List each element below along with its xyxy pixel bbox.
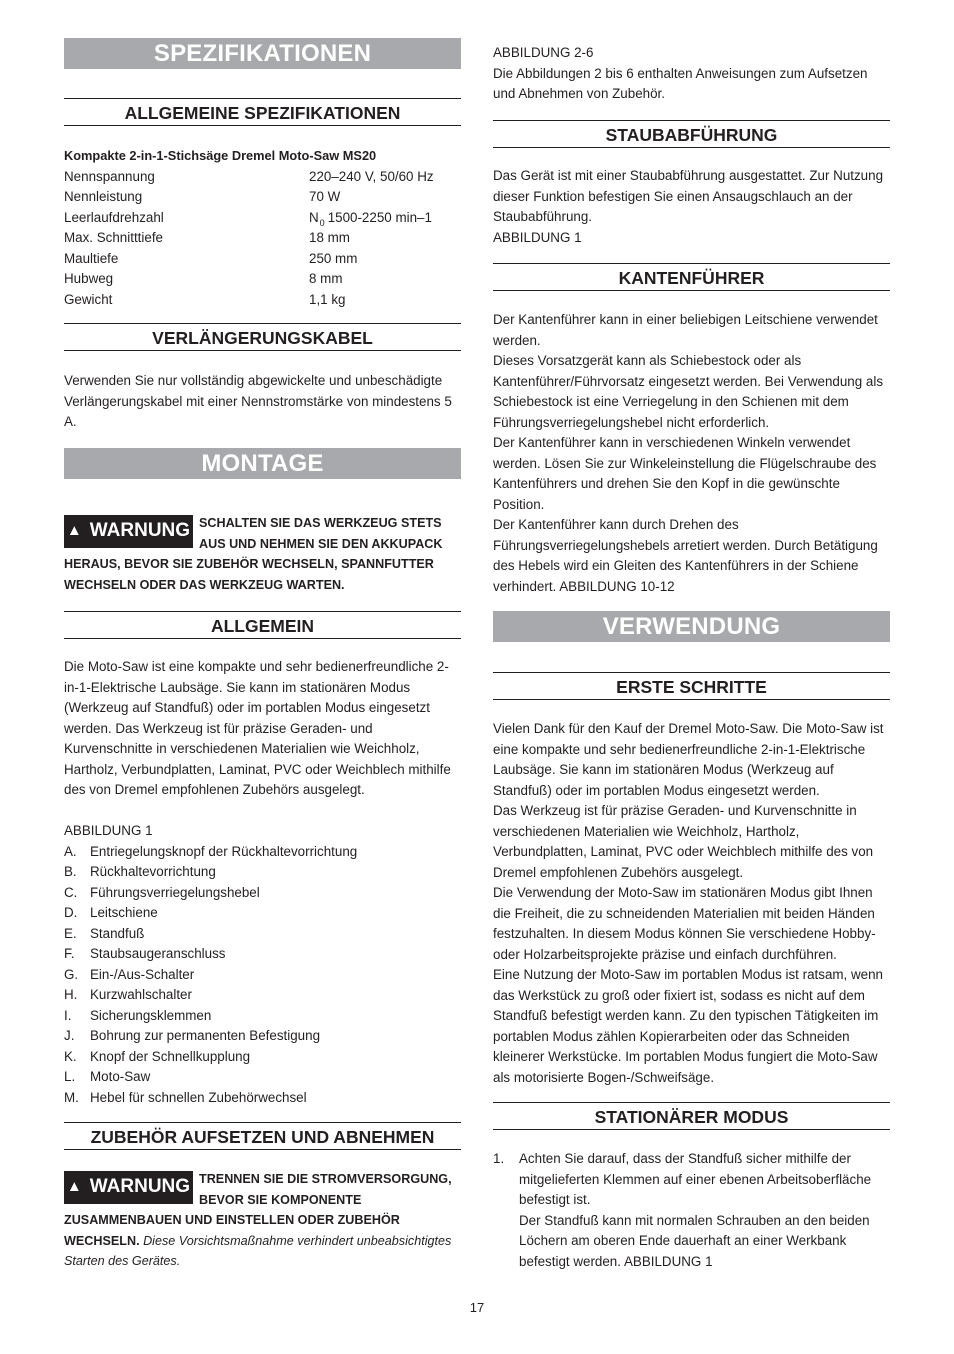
list-text: Standfuß bbox=[90, 925, 145, 941]
list-text: Knopf der Schnellkupplung bbox=[90, 1048, 251, 1064]
list-item bbox=[64, 883, 461, 904]
subheading-verlaengerungskabel: VERLÄNGERUNGSKABEL bbox=[64, 323, 461, 351]
subheading-kantenfuehrer: KANTENFÜHRER bbox=[493, 263, 890, 291]
list-text: Hebel für schnellen Zubehörwechsel bbox=[90, 1089, 307, 1105]
warning-line: SCHALTEN SIE DAS WERKZEUG STETS bbox=[199, 516, 442, 530]
list-text: Staubsaugeranschluss bbox=[90, 946, 226, 961]
list-text: Sicherungsklemmen bbox=[90, 1007, 212, 1023]
warning-block-1 bbox=[64, 513, 461, 595]
warning-line: WECHSELN. bbox=[64, 1233, 140, 1248]
list-letter: B. bbox=[64, 864, 77, 879]
spec-value: 1500-2250 min–1 bbox=[327, 209, 432, 225]
kantenfuehrer-paragraph: Der Kantenführer kann in einer beliebigen Leitschiene verwendet werden. bbox=[493, 312, 878, 348]
spec-table bbox=[64, 146, 461, 310]
parts-list-figure-label: ABBILDUNG 1 bbox=[64, 823, 153, 838]
spec-row bbox=[64, 187, 461, 208]
spec-label: Maultiefe bbox=[64, 250, 119, 266]
list-item bbox=[64, 903, 461, 924]
list-text: Ein-/Aus-Schalter bbox=[90, 966, 195, 982]
warning-badge bbox=[64, 1171, 193, 1204]
parts-list bbox=[64, 821, 461, 1108]
warning-line: WECHSELN ODER DAS WERKZEUG WARTEN. bbox=[64, 577, 345, 592]
list-letter: I. bbox=[64, 1007, 72, 1023]
verlaengerungskabel-text: Verwenden Sie nur vollständig abgewickelte und unbeschädigte Verlängerungskabel mit einer Nennstromstärke von mindestens 5 A. bbox=[64, 373, 452, 429]
list-letter: A. bbox=[64, 843, 77, 859]
list-text: Leitschiene bbox=[90, 905, 158, 920]
step-number: 1. bbox=[493, 1151, 505, 1166]
list-letter: D. bbox=[64, 905, 78, 920]
warning-badge-label: WARNUNG bbox=[89, 1176, 191, 1198]
list-text: Bohrung zur permanenten Befestigung bbox=[90, 1028, 321, 1043]
list-letter: K. bbox=[64, 1048, 77, 1064]
list-item bbox=[64, 1067, 461, 1088]
section-title-spezifikationen: SPEZIFIKATIONEN bbox=[64, 38, 461, 69]
spec-value: 70 W bbox=[309, 189, 341, 204]
spec-value-prefix: N bbox=[309, 209, 319, 225]
warning-line: HERAUS, BEVOR SIE ZUBEHÖR WECHSELN, SPANNFUTTER bbox=[64, 557, 434, 571]
spec-label: Hubweg bbox=[64, 271, 114, 286]
erste-schritte-paragraph: Die Verwendung der Moto-Saw im stationären Modus gibt Ihnen die Freiheit, die zu schneidenden Materialien mit beiden Händen festzuhalten. In diesem Modus können Sie verschiedene Hobby- oder Holzarbeitsprojekte präzise und einfach durchführen. bbox=[493, 885, 876, 962]
erste-schritte-paragraph: Vielen Dank für den Kauf der Dremel Moto-Saw. Die Moto-Saw ist eine kompakte und sehr bedienerfreundliche 2-in-1-Elektrische Laubsäge. Sie kann im stationären Modus (Werkzeug auf Standfuß) oder im portablen Modus eingesetzt werden. bbox=[493, 721, 884, 798]
subheading-erste-schritte: ERSTE SCHRITTE bbox=[493, 672, 890, 700]
list-item bbox=[64, 965, 461, 986]
subheading-staubabfuehrung: STAUBABFÜHRUNG bbox=[493, 120, 890, 148]
warning-line: AUS UND NEHMEN SIE DEN AKKUPACK bbox=[199, 536, 443, 551]
spec-value: 1,1 kg bbox=[309, 291, 346, 307]
subheading-stationaerer-modus: STATIONÄRER MODUS bbox=[493, 1102, 890, 1130]
spec-row bbox=[64, 290, 461, 311]
spec-label: Nennleistung bbox=[64, 189, 143, 204]
erste-schritte-block bbox=[493, 719, 890, 1088]
spec-label: Leerlaufdrehzahl bbox=[64, 209, 164, 225]
warning-line: ZUSAMMENBAUEN UND EINSTELLEN ODER ZUBEHÖR bbox=[64, 1213, 400, 1227]
staubabfuehrung-text: Das Gerät ist mit einer Staubabführung ausgestattet. Zur Nutzung dieser Funktion befestigen Sie einen Ansaugschlauch an der Staubabführung. bbox=[493, 168, 884, 224]
spec-label: Max. Schnitttiefe bbox=[64, 230, 163, 245]
list-letter: L. bbox=[64, 1069, 76, 1084]
spec-label: Nennspannung bbox=[64, 168, 155, 184]
subheading-allgemeine-spezifikationen: ALLGEMEINE SPEZIFIKATIONEN bbox=[64, 98, 461, 126]
spec-row bbox=[64, 269, 461, 290]
warning-block-2 bbox=[64, 1169, 461, 1272]
subheading-zubehoer: ZUBEHÖR AUFSETZEN UND ABNEHMEN bbox=[64, 1122, 461, 1150]
spec-row bbox=[64, 167, 461, 188]
warning-triangle-icon: ▲ bbox=[66, 1178, 82, 1196]
spec-row bbox=[64, 208, 461, 229]
warning-line: BEVOR SIE KOMPONENTE bbox=[199, 1192, 362, 1207]
warning-badge bbox=[64, 515, 193, 548]
step-text: Der Standfuß kann mit normalen Schrauben an den beiden Löchern am oberen Ende dauerhaft an einer Werkbank befestigt werden. ABBILDUNG 1 bbox=[519, 1212, 870, 1269]
kantenfuehrer-paragraph: Dieses Vorsatzgerät kann als Schiebestock oder als Kantenführer/Führvorsatz eingesetzt werden. Bei Verwendung als Schiebestock ist eine Verriegelung in den Schienen mit dem Führungsverriegelungshebel nicht erforderlich. bbox=[493, 353, 884, 430]
numbered-step bbox=[493, 1149, 890, 1272]
spec-value: 220–240 V, 50/60 Hz bbox=[309, 168, 434, 184]
list-letter: J. bbox=[64, 1028, 75, 1043]
allgemein-text: Die Moto-Saw ist eine kompakte und sehr bedienerfreundliche 2-in-1-Elektrische Laubsäge. Sie kann im stationären Modus (Werkzeug auf Standfuß) oder im portablen Modus eingesetzt werden. Das Werkzeug ist für präzise Geraden- und Kurvenschnitte in verschiedenen Materialien wie Weichholz, Hartholz, Verbundplatten, Laminat, PVC oder Weichblech mithilfe des von Dremel empfohlenen Zubehörs ausgelegt. bbox=[64, 659, 451, 797]
warning-line: TRENNEN SIE DIE STROMVERSORGUNG, bbox=[199, 1172, 452, 1186]
list-item bbox=[64, 985, 461, 1006]
kantenfuehrer-paragraph: Der Kantenführer kann in verschiedenen Winkeln verwendet werden. Lösen Sie zur Winkeleinstellung die Flügelschraube des Kantenführers und drehen Sie den Kopf in die gewünschte Position. bbox=[493, 435, 877, 512]
list-text: Führungsverriegelungshebel bbox=[90, 884, 260, 900]
list-letter: H. bbox=[64, 987, 78, 1002]
list-text: Rückhaltevorrichtung bbox=[90, 864, 216, 879]
erste-schritte-paragraph: Eine Nutzung der Moto-Saw im portablen Modus ist ratsam, wenn das Werkstück zu groß oder fixiert ist, sodass es nicht auf dem Standfuß befestigt werden kann. Zu den typischen Tätigkeiten im portablen Modus zählen Kopierarbeiten oder das Schneiden kleinerer Werkstücke. Im portablen Modus fungiert die Moto-Saw als motorisierte Bogen-/Schweifsäge. bbox=[493, 967, 883, 1085]
spec-row bbox=[64, 249, 461, 270]
list-letter: E. bbox=[64, 925, 77, 941]
staubabfuehrung-block bbox=[493, 166, 890, 248]
kantenfuehrer-paragraph: Der Kantenführer kann durch Drehen des Führungsverriegelungshebels arretiert werden. Durch Betätigung des Hebels wird ein Gleiten des Kantenführers in der Schiene verhindert. ABBILDUNG 10-12 bbox=[493, 517, 878, 594]
list-text: Entriegelungsknopf der Rückhaltevorrichtung bbox=[90, 843, 358, 859]
list-letter: M. bbox=[64, 1089, 79, 1105]
kantenfuehrer-block bbox=[493, 310, 890, 597]
list-letter: F. bbox=[64, 946, 75, 961]
figure-label: ABBILDUNG 1 bbox=[493, 229, 582, 245]
stationaerer-modus-block bbox=[493, 1149, 890, 1272]
section-title-verwendung: VERWENDUNG bbox=[493, 611, 890, 642]
page-number: 17 bbox=[469, 1300, 485, 1315]
list-item bbox=[64, 944, 461, 965]
section-title-montage: MONTAGE bbox=[64, 448, 461, 479]
abbildung-2-6-block bbox=[493, 43, 890, 105]
list-item bbox=[64, 1088, 461, 1109]
spec-heading: Kompakte 2-in-1-Stichsäge Dremel Moto-Saw MS20 bbox=[64, 148, 377, 163]
spec-row bbox=[64, 228, 461, 249]
list-item bbox=[64, 1006, 461, 1027]
list-item bbox=[64, 1047, 461, 1068]
subheading-allgemein: ALLGEMEIN bbox=[64, 611, 461, 639]
spec-value: 250 mm bbox=[309, 250, 358, 266]
warning-badge-label: WARNUNG bbox=[89, 520, 191, 542]
list-letter: C. bbox=[64, 884, 78, 900]
list-letter: G. bbox=[64, 966, 79, 982]
list-text: Kurzwahlschalter bbox=[90, 987, 192, 1002]
list-item bbox=[64, 862, 461, 883]
erste-schritte-paragraph: Das Werkzeug ist für präzise Geraden- und Kurvenschnitte in verschiedenen Materialien wie Weichholz, Hartholz, Verbundplatten, Laminat, PVC oder Weichblech mithilfe des von Dremel empfohlenen Zubehörs ausgelegt. bbox=[493, 803, 874, 880]
spec-value: 8 mm bbox=[309, 271, 343, 286]
spec-value: 18 mm bbox=[309, 230, 350, 245]
list-text: Moto-Saw bbox=[90, 1069, 151, 1084]
warning-italic-note: Diese Vorsichtsmaßnahme verhindert unbeabsichtigtes Starten des Gerätes. bbox=[64, 1233, 452, 1268]
list-item bbox=[64, 842, 461, 863]
spec-label: Gewicht bbox=[64, 291, 113, 307]
warning-triangle-icon: ▲ bbox=[66, 522, 82, 540]
spec-value-subscript: 0 bbox=[319, 217, 325, 228]
figure-label: ABBILDUNG 2-6 bbox=[493, 45, 594, 60]
abbildung-2-6-text: Die Abbildungen 2 bis 6 enthalten Anweisungen zum Aufsetzen und Abnehmen von Zubehör. bbox=[493, 65, 868, 101]
list-item bbox=[64, 1026, 461, 1047]
step-text: Achten Sie darauf, dass der Standfuß sicher mithilfe der mitgelieferten Klemmen auf einer ebenen Arbeitsoberfläche befestigt ist. bbox=[519, 1151, 872, 1207]
list-item bbox=[64, 924, 461, 945]
